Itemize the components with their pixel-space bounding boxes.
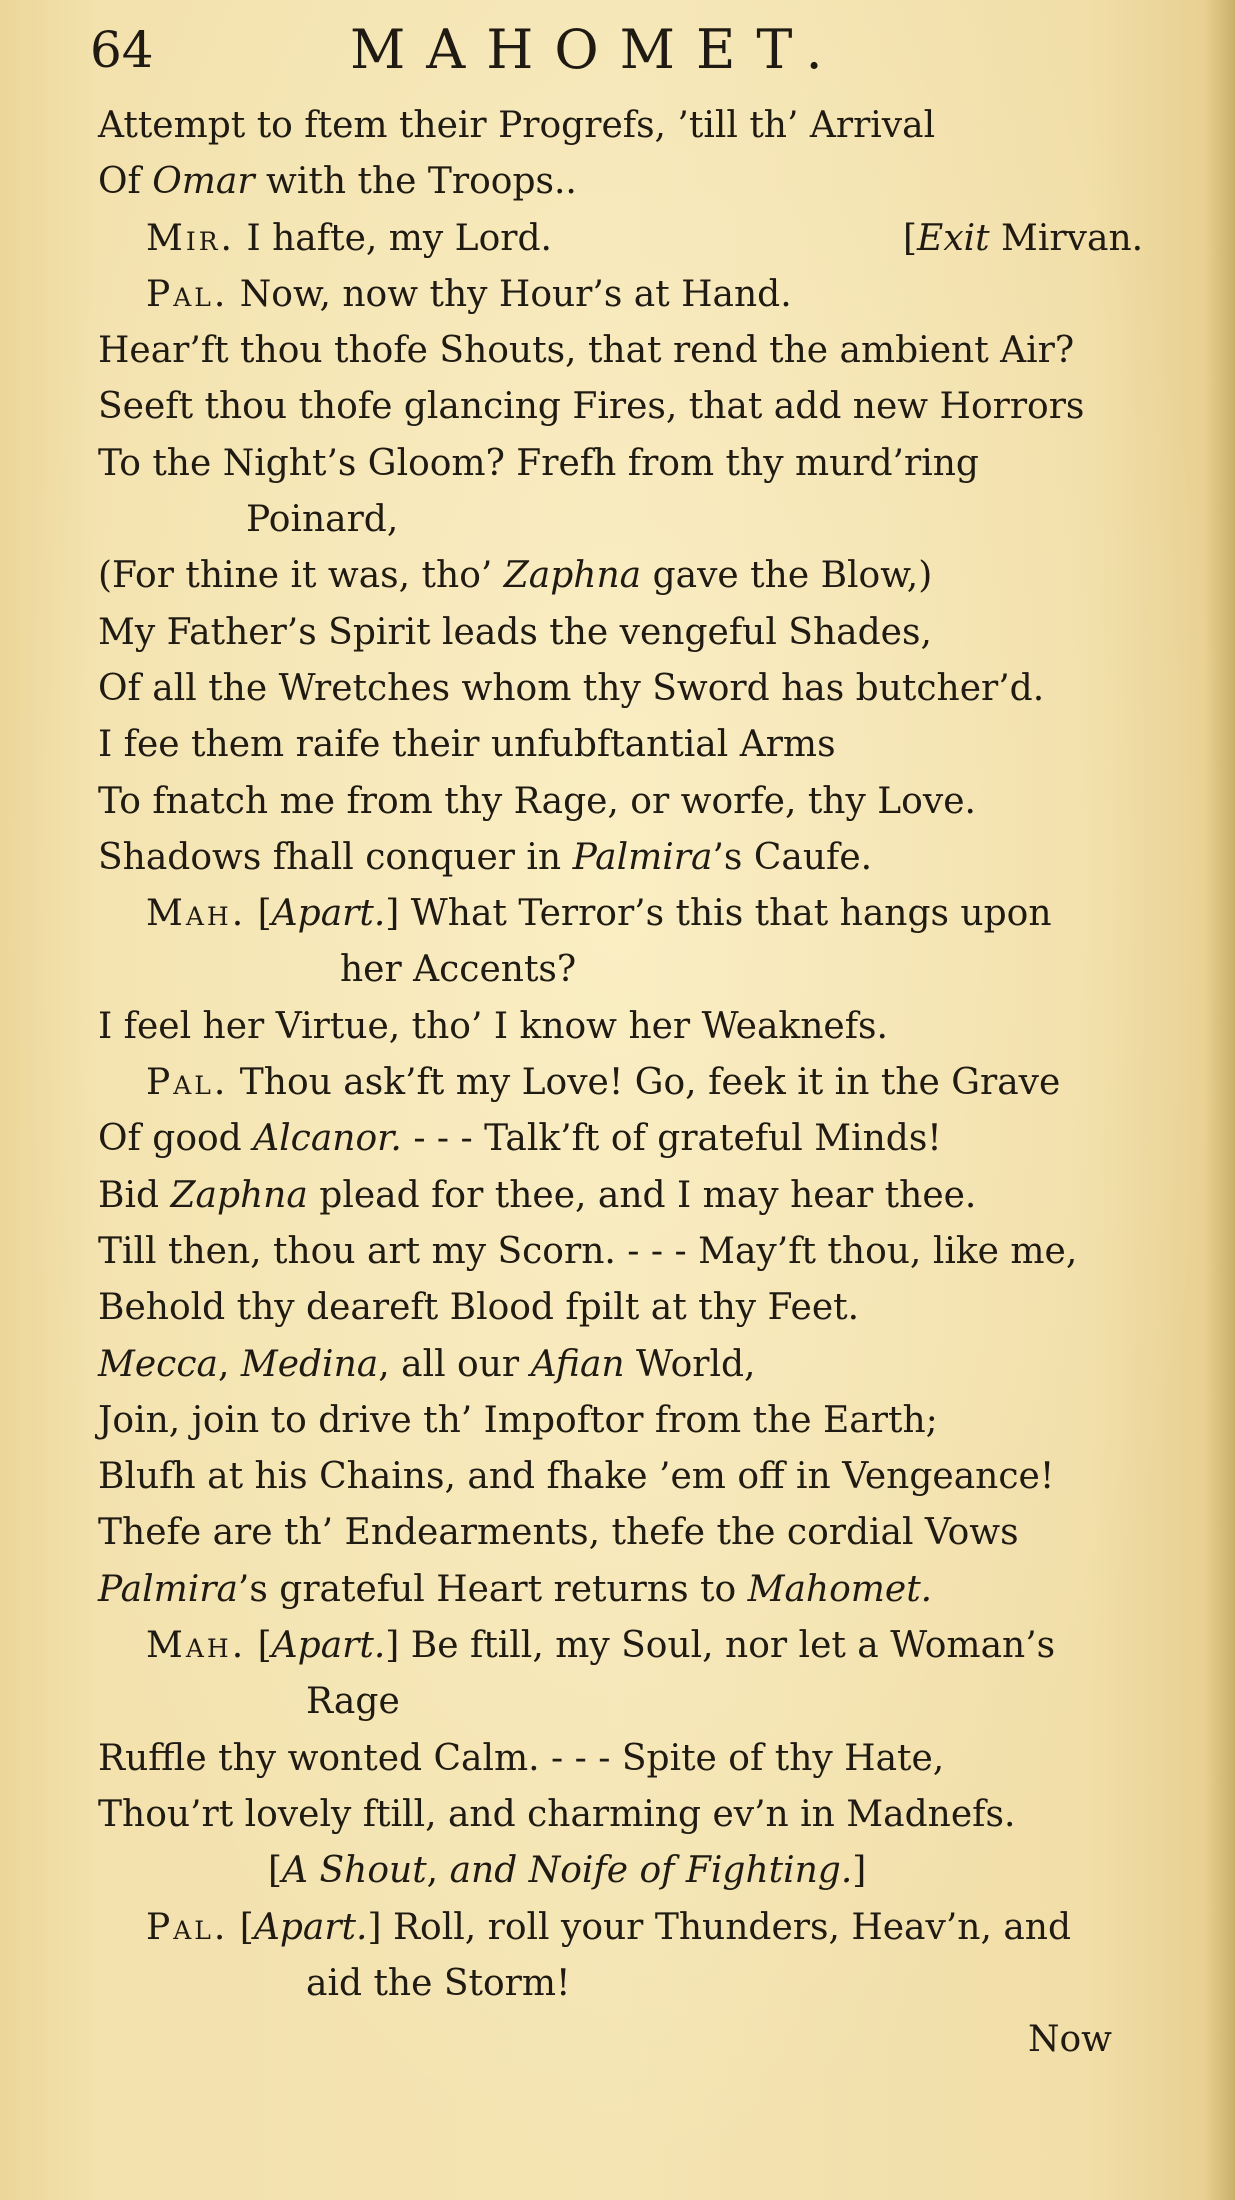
verse-line: I feel her Virtue, tho’ I know her Weaknefs.	[98, 1005, 888, 1047]
speech-line: Pal. Thou ask’ft my Love! Go, feek it in the Grave	[146, 1062, 1061, 1104]
speaker-name: Pal.	[146, 273, 229, 315]
catchword: Now	[1028, 2019, 1112, 2061]
verse-line: Till then, thou art my Scorn. - - - May’ft thou, like me,	[98, 1230, 1078, 1272]
running-title: MAHOMET.	[350, 18, 844, 81]
page-number: 64	[90, 21, 154, 79]
verse-line: I fee them raife their unfubftantial Arms	[98, 724, 836, 766]
speaker-name: Pal.	[146, 1062, 229, 1104]
character-name: Palmira	[98, 1568, 238, 1610]
verse-line-turnover: Poinard,	[246, 499, 399, 541]
speech-line: Pal. [Apart.] Roll, roll your Thunders, Heav’n, and	[146, 1906, 1072, 1948]
verse-line: Of Omar with the Troops..	[98, 161, 577, 203]
verse-line: Palmira’s grateful Heart returns to Mahomet.	[98, 1568, 933, 1610]
speech-line: Mir. I hafte, my Lord. [Exit Mirvan.	[98, 211, 1210, 267]
verse-line: Hear’ft thou thofe Shouts, that rend the ambient Air?	[98, 330, 1075, 372]
stage-direction: Apart.	[271, 893, 386, 935]
speaker-name: Mir.	[146, 217, 236, 259]
stage-direction: Apart.	[253, 1906, 368, 1948]
verse-line: My Father’s Spirit leads the vengeful Shades,	[98, 611, 932, 653]
character-name: Mahomet.	[747, 1568, 933, 1610]
verse-line: Behold thy deareft Blood fpilt at thy Feet.	[98, 1287, 860, 1329]
verse-line-turnover: her Accents?	[340, 949, 577, 991]
verse-line: (For thine it was, tho’ Zaphna gave the Blow,)	[98, 555, 933, 597]
verse-line: Join, join to drive th’ Impoftor from the Earth;	[98, 1399, 938, 1441]
speaker-name: Pal.	[146, 1906, 229, 1948]
verse-line: Mecca, Medina, all our Afian World,	[98, 1343, 756, 1385]
verse-line: Shadows fhall conquer in Palmira’s Caufe.	[98, 836, 873, 878]
catchword-line	[98, 2012, 1210, 2068]
speaker-name: Mah.	[146, 1625, 247, 1667]
stage-direction-line: [A Shout, and Noife of Fighting.]	[268, 1850, 867, 1892]
verse-line: Blufh at his Chains, and fhake ’em off in Vengeance!	[98, 1456, 1055, 1498]
character-name: Zaphna	[503, 555, 642, 597]
verse-line: Ruffle thy wonted Calm. - - - Spite of thy Hate,	[98, 1737, 945, 1779]
character-name: Alcanor.	[253, 1118, 402, 1160]
speaker-name: Mah.	[146, 893, 247, 935]
verse-line-turnover: aid the Storm!	[306, 1962, 571, 2004]
speech-line: Mah. [Apart.] Be ftill, my Soul, nor let a Woman’s	[146, 1625, 1056, 1667]
verse-line: Thou’rt lovely ftill, and charming ev’n in Madnefs.	[98, 1793, 1016, 1835]
verse-line: To fnatch me from thy Rage, or worfe, thy Love.	[98, 780, 976, 822]
stage-direction: [Exit Mirvan.	[903, 217, 1144, 259]
verse-line-turnover: Rage	[306, 1681, 400, 1723]
stage-direction: Apart.	[271, 1625, 386, 1667]
place-name: Medina	[240, 1343, 379, 1385]
verse-line: Attempt to ftem their Progrefs, ’till th’ Arrival	[98, 105, 936, 146]
verse-line: Bid Zaphna plead for thee, and I may hear thee.	[98, 1174, 977, 1216]
character-name: Zaphna	[170, 1174, 308, 1216]
character-name: Palmira	[572, 836, 713, 878]
speech-line: Pal. Now, now thy Hour’s at Hand.	[146, 273, 792, 315]
verse-line: Of all the Wretches whom thy Sword has butcher’d.	[98, 667, 1045, 709]
verse-line: To the Night’s Gloom? Frefh from thy murd’ring	[98, 442, 979, 484]
verse-line: Thefe are th’ Endearments, thefe the cordial Vows	[98, 1512, 1019, 1554]
verse-line: Of good Alcanor. - - - Talk’ft of grateful Minds!	[98, 1118, 942, 1160]
play-text	[98, 98, 1210, 2068]
character-name: Omar	[152, 161, 255, 203]
speech-line: Mah. [Apart.] What Terror’s this that hangs upon	[146, 893, 1052, 935]
verse-line: Seeft thou thofe glancing Fires, that add new Horrors	[98, 386, 1085, 428]
place-name: Afian	[530, 1343, 625, 1385]
place-name: Mecca	[98, 1343, 218, 1385]
running-head	[90, 14, 1175, 82]
